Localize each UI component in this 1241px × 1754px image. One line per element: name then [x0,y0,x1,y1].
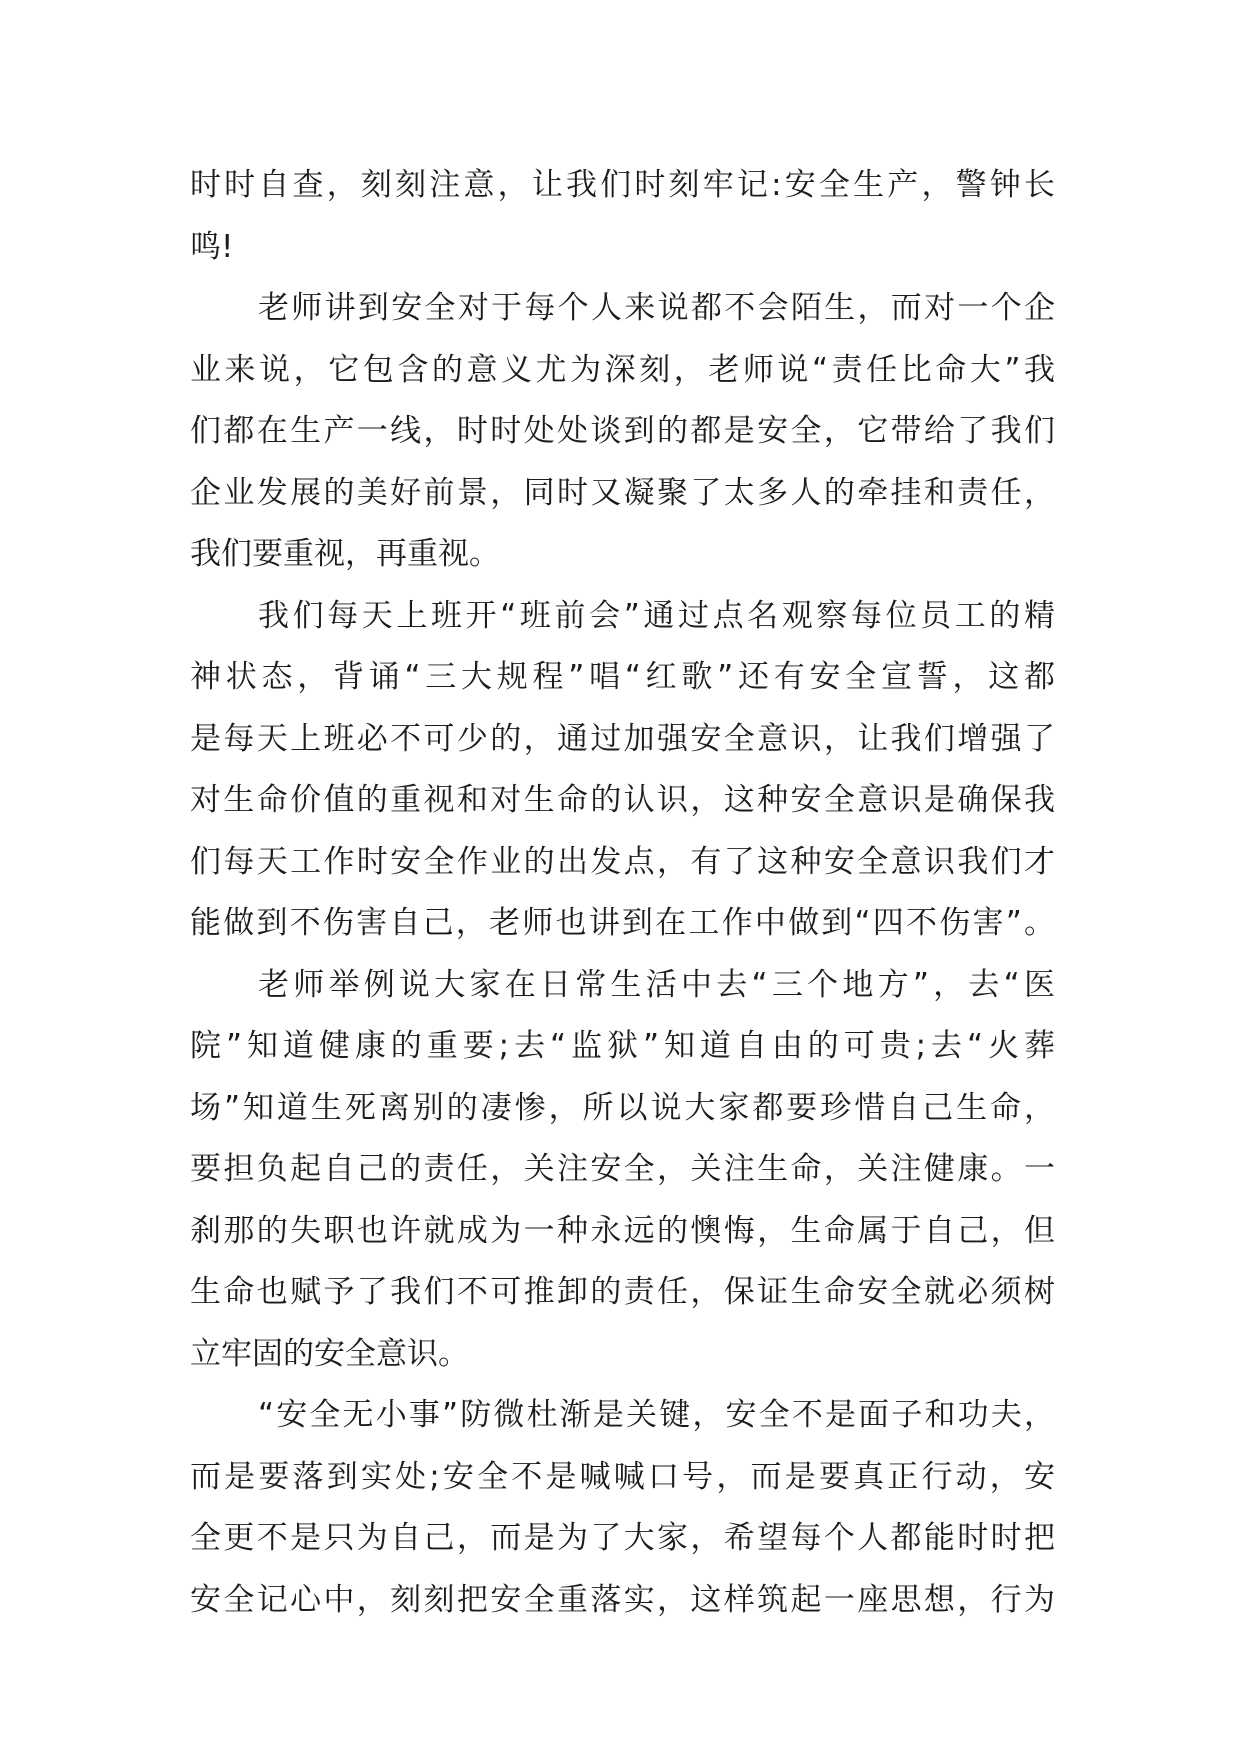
text-line: 院”知道健康的重要;去“监狱”知道自由的可贵;去“火葬 [190,1028,1055,1064]
text-line: 业来说，它包含的意义尤为深刻，老师说“责任比命大”我 [190,351,1055,388]
text-line: 立牢固的安全意识。 [190,1335,469,1372]
text-line: 企业发展的美好前景，同时又凝聚了太多人的牵挂和责任， [190,474,1055,511]
text-line: 鸣! [190,228,234,265]
text-line: 安全记心中，刻刻把安全重落实，这样筑起一座思想，行为 [190,1581,1055,1618]
text-line: 全更不是只为自己，而是为了大家，希望每个人都能时时把 [190,1520,1055,1556]
text-line: 们每天工作时安全作业的出发点，有了这种安全意识我们才 [190,843,1055,880]
text-line: 对生命价值的重视和对生命的认识，这种安全意识是确保我 [190,782,1055,818]
paragraph-first-line: 我们每天上班开“班前会”通过点名观察每位员工的精 [258,597,1055,634]
text-line: 能做到不伤害自己，老师也讲到在工作中做到“四不伤害”。 [190,905,1055,941]
text-line: 我们要重视，再重视。 [190,536,500,572]
text-line: 而是要落到实处;安全不是喊喊口号，而是要真正行动，安 [190,1458,1055,1495]
text-line: 要担负起自己的责任，关注安全，关注生命，关注健康。一 [190,1151,1055,1187]
text-line: 们都在生产一线，时时处处谈到的都是安全，它带给了我们 [190,413,1055,449]
text-line: 时时自查，刻刻注意，让我们时刻牢记:安全生产，警钟长 [190,167,1055,203]
text-line: 神状态，背诵“三大规程”唱“红歌”还有安全宣誓，这都 [190,659,1055,695]
text-line: 场”知道生死离别的凄惨，所以说大家都要珍惜自己生命， [190,1089,1055,1126]
paragraph-first-line: 老师讲到安全对于每个人来说都不会陌生，而对一个企 [258,290,1055,326]
paragraph-first-line: “安全无小事”防微杜渐是关键，安全不是面子和功夫， [258,1397,1055,1433]
document-body [190,155,1055,1631]
text-line: 生命也赋予了我们不可推卸的责任，保证生命安全就必须树 [190,1274,1055,1310]
text-line: 刹那的失职也许就成为一种永远的懊悔，生命属于自己，但 [190,1212,1055,1249]
text-line: 是每天上班必不可少的，通过加强安全意识，让我们增强了 [190,720,1055,757]
paragraph-first-line: 老师举例说大家在日常生活中去“三个地方”，去“医 [258,966,1055,1003]
